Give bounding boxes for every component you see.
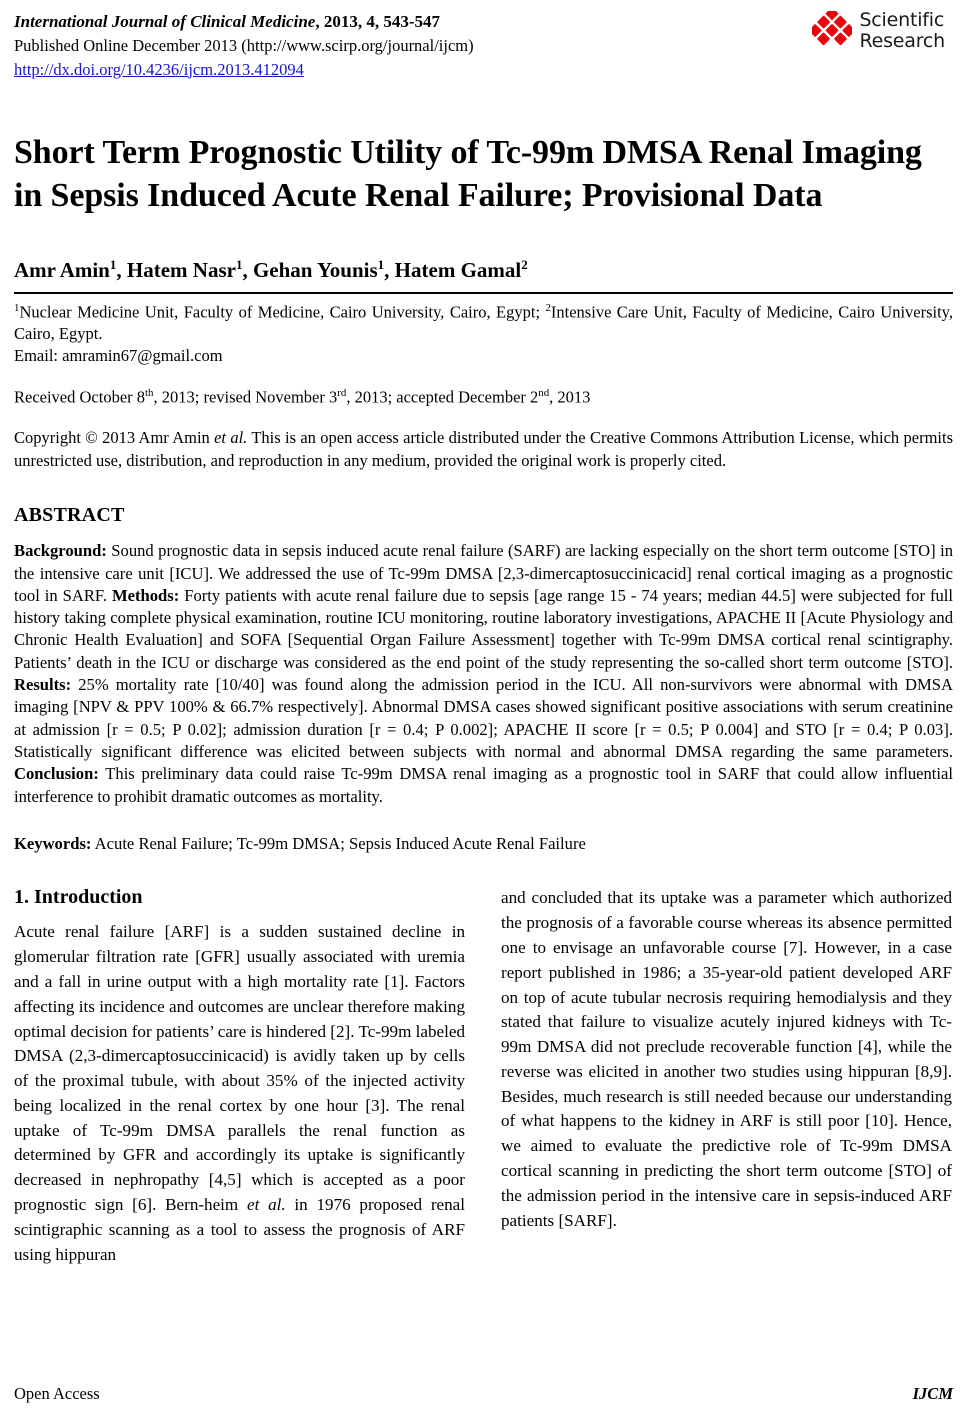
intro-left-etal: et al. xyxy=(247,1194,286,1214)
keywords-label: Keywords: xyxy=(14,833,92,853)
column-right xyxy=(501,886,952,1267)
author-affil-marker-2: 1 xyxy=(235,257,243,273)
abstract-label-methods: Methods: xyxy=(111,585,180,605)
author-affil-marker-1: 1 xyxy=(109,257,117,273)
author-affil-marker-4: 2 xyxy=(521,257,528,273)
abstract-text-results: 25% mortality rate [10/40] was found along the admission period in the ICU. All non-survivors were abnormal with DMSA imaging [NPV & PPV 100% & 66.7% respectively]. Abnormal DMSA cases showed significant positive associations with serum creatinine at admission [r = 0.5; P 0.02]; admission duration [r = 0.4; P 0.002]; APACHE II score [r = 0.5; P 0.004] and STO [r = 0.4; P 0.03]. Statistically significant difference was elicited between subjects with normal and abnormal DMSA regarding the same parameters. xyxy=(14,675,953,762)
abstract-label-background: Background: xyxy=(14,541,107,561)
section-heading-introduction: 1. Introduction xyxy=(14,886,143,909)
column-left xyxy=(14,886,465,1267)
publisher-logo xyxy=(812,8,953,53)
abstract-text-background: Sound prognostic data in sepsis induced acute renal failure (SARF) are lacking especially on the short term outcome [STO] in the intensive care unit [ICU]. We addressed the use of Tc-99m DMSA [2,3-dimercaptosuccinicacid] renal cortical imaging as a prognostic tool in SARF. xyxy=(14,541,953,605)
revised-date-pre: , 2013; revised November 3 xyxy=(153,387,338,407)
author-affil-marker-3: 1 xyxy=(377,257,385,273)
abstract-text-methods: Forty patients with acute renal failure due to sepsis [age range 15 - 74 years; median 44.5] were subjected for full history taking complete physical examination, routine ICU monitoring, routine laboratory investigations, APACHE II [Acute Physiology and Chronic Health Evaluation] and SOFA [Sequential Organ Failure Assessment] together with Tc-99m DMSA cortical renal scintigraphy. Patients’ death in the ICU or discharge was considered as the end point of the study representing the so-called short term outcome [STO]. xyxy=(14,585,953,672)
introduction-paragraph-left xyxy=(14,920,465,1267)
introduction-paragraph-right: and concluded that its uptake was a parameter which authorized the prognosis of a favorable course whereas its absence permitted one to envisage an unfavorable course [7]. However, in a case report published in 1986; a 35-year-old patient developed ARF on top of acute tubular necrosis requiring hemodialysis and they stated that failure to visualize acutely injured kidneys with Tc-99m DMSA did not preclude recoverable function [4], while the reverse was elicited in another two studies using hippuran [8,9]. Besides, much research is still needed because our understanding of what happens to the kidney in ARF is still poor [10]. Hence, we aimed to evaluate the predictive role of Tc-99m DMSA cortical scanning in predicting the short term outcome [STO] of the admission period in the intensive care in sepsis-induced ARF patients [SARF]. xyxy=(501,888,952,1230)
masthead-text-block xyxy=(14,8,474,81)
footer-open-access: Open Access xyxy=(14,1384,100,1403)
copyright-etal: et al. xyxy=(214,428,248,448)
revised-ordinal: rd xyxy=(337,386,347,399)
affiliation-2: Intensive Care Unit, Faculty of Medicine, Cairo University, Cairo, Egypt. xyxy=(14,302,953,344)
publication-dates xyxy=(14,386,953,408)
copyright-notice xyxy=(14,427,953,472)
accepted-date-post: , 2013 xyxy=(549,387,591,407)
scientific-research-diamond-logo-icon xyxy=(812,11,852,51)
paper-title: Short Term Prognostic Utility of Tc-99m DMSA Renal Imaging in Sepsis Induced Acute Renal Failure; Provisional Data xyxy=(14,133,922,215)
affil-marker-1: 1 xyxy=(14,301,20,314)
masthead xyxy=(14,8,953,81)
author-name-3: , Gehan Younis xyxy=(242,258,378,283)
author-list xyxy=(14,257,953,293)
abstract-text-conclusion: This preliminary data could raise Tc-99m DMSA renal imaging as a prognostic tool in SARF that could allow influential interference to prohibit dramatic outcomes as mortality. xyxy=(14,764,953,806)
abstract-label-results: Results: xyxy=(14,675,72,695)
published-online-line: Published Online December 2013 (http://www.scirp.org/journal/ijcm) xyxy=(14,36,474,56)
affiliation-1: Nuclear Medicine Unit, Faculty of Medicine, Cairo University, Cairo, Egypt; xyxy=(19,302,546,322)
journal-issue: , 2013, 4, 543-547 xyxy=(315,12,440,31)
intro-left-part2: in 1976 proposed renal scintigraphic scanning as a tool to assess the prognosis of ARF using hippuran xyxy=(14,1194,466,1264)
copyright-pre: Copyright © 2013 Amr Amin xyxy=(14,428,215,448)
keywords-line xyxy=(14,833,953,855)
author-name-2: , Hatem Nasr xyxy=(116,258,236,283)
abstract-heading: ABSTRACT xyxy=(14,504,125,527)
doi-link[interactable]: http://dx.doi.org/10.4236/ijcm.2013.412094 xyxy=(14,59,304,79)
page-footer xyxy=(14,1384,953,1404)
abstract-body xyxy=(14,540,953,808)
journal-citation-line xyxy=(14,10,474,34)
affiliations xyxy=(14,301,953,345)
affil-marker-2: 2 xyxy=(545,301,551,314)
publisher-wordmark-line2: Research xyxy=(859,30,945,53)
author-name-1: Amr Amin xyxy=(14,258,110,283)
intro-left-part1: Acute renal failure [ARF] is a sudden sustained decline in glomerular filtration rate [GFR] usually associated with uremia and a fall in urine output with a high mortality rate [1]. Factors affecting its incidence and outcomes are unclear therefore making optimal decision for patients’ care is hindered [2]. Tc-99m labeled DMSA (2,3-dimercaptosuccinicacid) is avidly taken up by cells of the proximal tubule, with about 35% of the injected activity being localized in the renal cortex by one hour [3]. The renal uptake of Tc-99m DMSA parallels the renal function as determined by GFR and accordingly its uptake is significantly decreased in nephropathy [4,5] which is accepted as a poor prognostic sign [6]. Bern-heim xyxy=(14,922,465,1214)
publisher-wordmark xyxy=(859,10,945,53)
copyright-post: This is an open access article distributed under the Creative Commons Attribution License, which permits unrestricted use, distribution, and reproduction in any medium, provided the original work is properly cited. xyxy=(14,428,953,470)
body-columns xyxy=(14,886,953,1267)
accepted-date-mid: , 2013; accepted December 2 xyxy=(346,387,539,407)
journal-name: International Journal of Clinical Medicine xyxy=(14,12,316,31)
received-ordinal: th xyxy=(145,386,154,399)
publisher-wordmark-line1: Scientific xyxy=(859,9,945,31)
corresponding-email[interactable]: Email: amramin67@gmail.com xyxy=(14,345,223,365)
keywords-text: Acute Renal Failure; Tc-99m DMSA; Sepsis Induced Acute Renal Failure xyxy=(91,833,586,853)
abstract-label-conclusion: Conclusion: xyxy=(14,764,99,784)
author-name-4: , Hatem Gamal xyxy=(384,258,522,283)
received-date-pre: Received October 8 xyxy=(14,387,146,407)
accepted-ordinal: nd xyxy=(538,386,550,399)
footer-journal-abbrev: IJCM xyxy=(912,1384,953,1403)
